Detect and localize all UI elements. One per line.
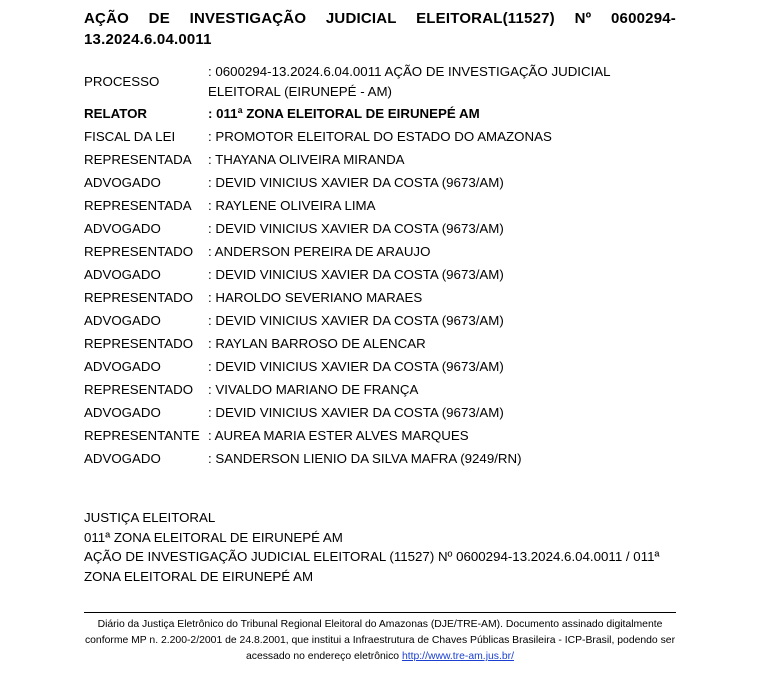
party-label: PROCESSO [84, 74, 160, 89]
party-value: : DEVID VINICIUS XAVIER DA COSTA (9673/AM) [208, 266, 504, 282]
party-value: : 011ª ZONA ELEITORAL DE EIRUNEPÉ AM [208, 105, 480, 121]
party-row [84, 194, 676, 217]
party-value: : ANDERSON PEREIRA DE ARAUJO [208, 243, 431, 259]
party-label: REPRESENTADO [84, 335, 194, 351]
party-value: : DEVID VINICIUS XAVIER DA COSTA (9673/AM) [208, 358, 504, 374]
party-value: : DEVID VINICIUS XAVIER DA COSTA (9673/AM) [208, 312, 504, 328]
party-label: REPRESENTADO [84, 243, 194, 259]
party-row [84, 401, 676, 424]
party-row [84, 62, 676, 102]
party-value: : AUREA MARIA ESTER ALVES MARQUES [208, 427, 469, 443]
party-row [84, 171, 676, 194]
party-label: ADVOGADO [84, 358, 161, 374]
party-row [84, 286, 676, 309]
party-value: : RAYLENE OLIVEIRA LIMA [208, 197, 376, 213]
party-row [84, 309, 676, 332]
party-label: ADVOGADO [84, 220, 161, 236]
court-name: JUSTIÇA ELEITORAL [84, 510, 216, 525]
document-title: AÇÃO DE INVESTIGAÇÃO JUDICIAL ELEITORAL(11527) Nº 0600294-13.2024.6.04.0011 [84, 10, 676, 48]
party-row [84, 125, 676, 148]
tre-am-link[interactable]: http://www.tre-am.jus.br/ [401, 651, 514, 662]
party-value: : SANDERSON LIENIO DA SILVA MAFRA (9249/RN) [208, 450, 522, 466]
party-label: ADVOGADO [84, 266, 161, 282]
party-value: : RAYLAN BARROSO DE ALENCAR [208, 335, 426, 351]
dje-notice-text: Diário da Justiça Eletrônico do Tribunal Regional Eleitoral do Amazonas (DJE/TRE-AM). Documento assinado digitalmente conforme MP n. 2.200-2/2001 de 24.8.2001, que institui a Infraestrutura de Chaves Públicas Brasileira - ICP-Brasil, podendo ser acessado no endereço eletrônico [84, 619, 676, 662]
party-row [84, 332, 676, 355]
court-footer [84, 508, 676, 586]
party-value: : DEVID VINICIUS XAVIER DA COSTA (9673/AM) [208, 220, 504, 236]
party-label: REPRESENTADA [84, 197, 192, 213]
party-label: ADVOGADO [84, 312, 161, 328]
party-row [84, 378, 676, 401]
party-row [84, 263, 676, 286]
party-value: : DEVID VINICIUS XAVIER DA COSTA (9673/AM) [208, 404, 504, 420]
party-label: FISCAL DA LEI [84, 128, 176, 144]
party-row [84, 424, 676, 447]
footer-divider [84, 612, 676, 613]
party-value: : THAYANA OLIVEIRA MIRANDA [208, 151, 405, 167]
party-row [84, 102, 676, 125]
party-value: : 0600294-13.2024.6.04.0011 AÇÃO DE INVESTIGAÇÃO JUDICIAL ELEITORAL (EIRUNEPÉ - AM) [208, 64, 611, 99]
party-row [84, 447, 676, 470]
party-label: ADVOGADO [84, 450, 161, 466]
party-label: ADVOGADO [84, 174, 161, 190]
parties-table [84, 62, 676, 470]
dje-notice [84, 617, 676, 665]
party-value: : DEVID VINICIUS XAVIER DA COSTA (9673/AM) [208, 174, 504, 190]
party-row [84, 240, 676, 263]
party-label: REPRESENTANTE [84, 427, 200, 443]
party-label: REPRESENTADA [84, 151, 192, 167]
party-row [84, 355, 676, 378]
case-reference: AÇÃO DE INVESTIGAÇÃO JUDICIAL ELEITORAL (11527) Nº 0600294-13.2024.6.04.0011 / 011ª ZONA ELEITORAL DE EIRUNEPÉ AM [84, 549, 660, 584]
party-row [84, 148, 676, 171]
court-zone: 011ª ZONA ELEITORAL DE EIRUNEPÉ AM [84, 529, 343, 545]
party-value: : HAROLDO SEVERIANO MARAES [208, 289, 423, 305]
party-label: RELATOR [84, 105, 148, 121]
party-label: REPRESENTADO [84, 381, 194, 397]
party-label: ADVOGADO [84, 404, 161, 420]
party-row [84, 217, 676, 240]
party-value: : PROMOTOR ELEITORAL DO ESTADO DO AMAZONAS [208, 128, 552, 144]
party-value: : VIVALDO MARIANO DE FRANÇA [208, 381, 419, 397]
party-label: REPRESENTADO [84, 289, 194, 305]
